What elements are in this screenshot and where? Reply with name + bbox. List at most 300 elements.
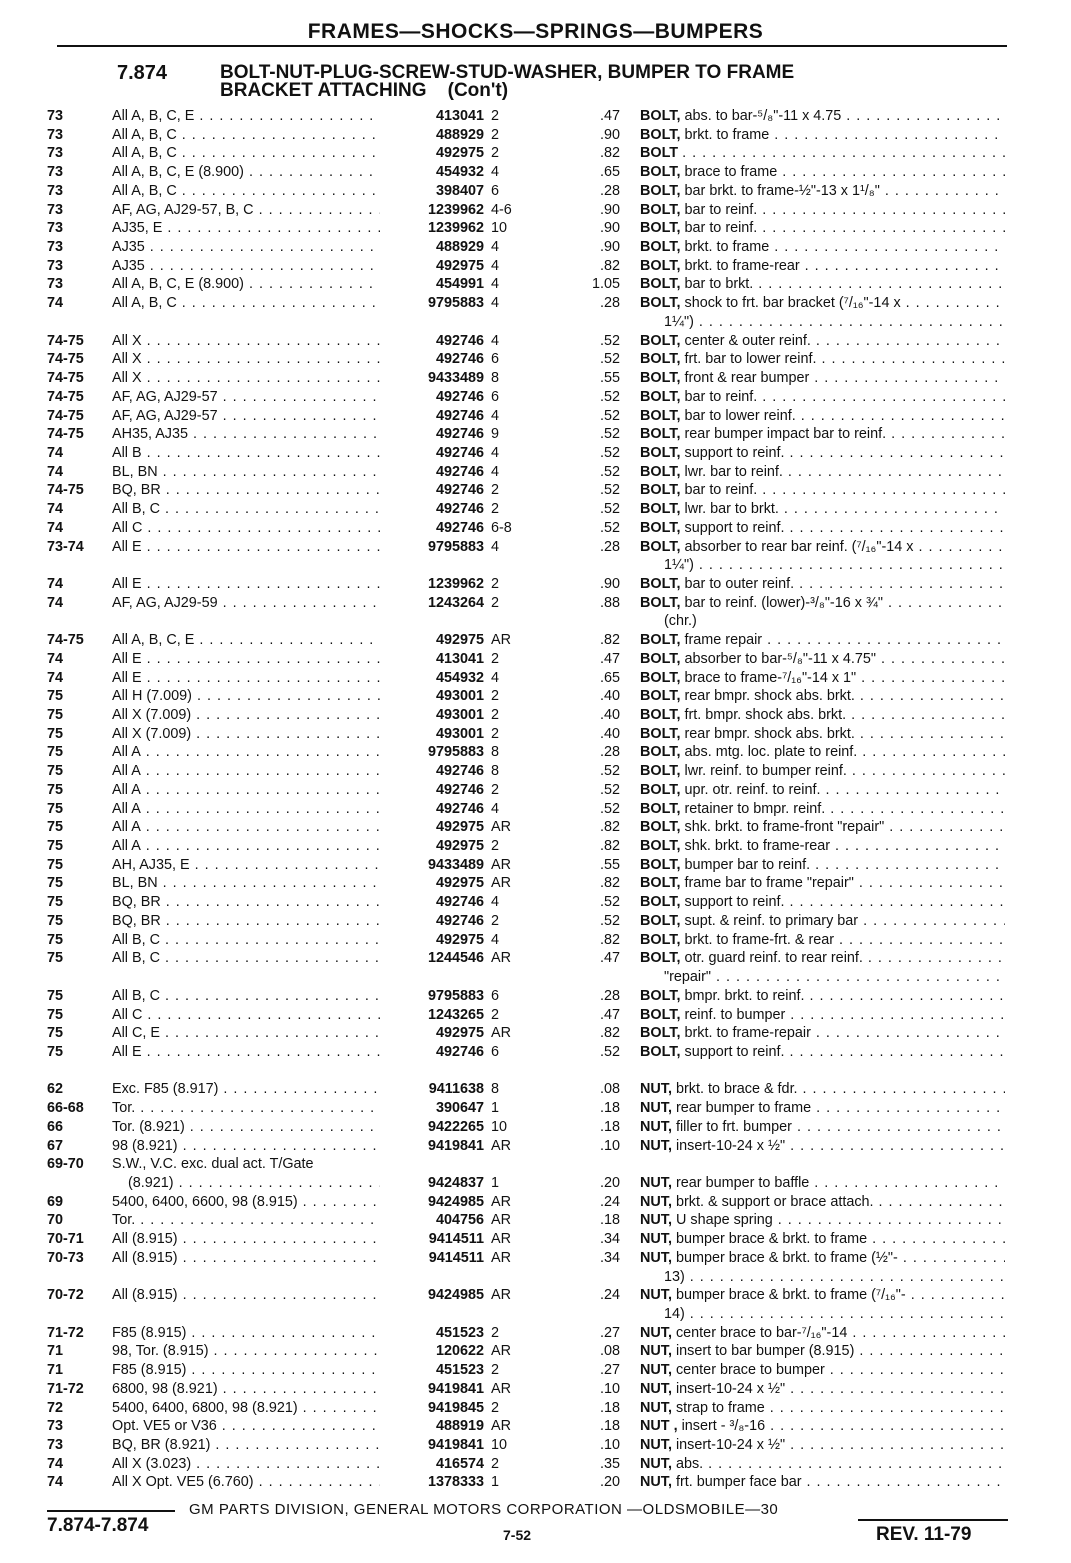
- model-year: 73: [47, 1437, 64, 1454]
- quantity: 2: [491, 650, 500, 667]
- part-number: 493001: [435, 707, 484, 723]
- part-type: BOLT,: [640, 707, 681, 723]
- part-number: 492975: [435, 632, 484, 649]
- model-year: 74: [47, 1455, 64, 1472]
- part-number: 451523: [435, 1324, 484, 1341]
- description: [640, 1436, 1005, 1455]
- model-year: 71: [47, 1362, 64, 1379]
- part-number: 492746: [435, 351, 484, 368]
- part-type: BOLT,: [640, 482, 681, 499]
- description: [640, 575, 1005, 594]
- table-row: [0, 1174, 1071, 1193]
- part-number: 492746: [435, 501, 484, 518]
- part-number: 492975: [435, 875, 484, 892]
- description-text: bumper brace & brkt. to frame (½"-: [675, 1249, 898, 1266]
- description: [640, 800, 1005, 819]
- quantity: AR: [491, 1287, 511, 1304]
- price: .24: [599, 1193, 620, 1210]
- table-row: [0, 1417, 1071, 1436]
- quantity: 4: [491, 276, 500, 293]
- part-type: NUT,: [640, 1324, 672, 1341]
- table-row: [0, 1043, 1071, 1062]
- part-number: 1239962: [427, 575, 484, 592]
- part-number: 492746: [435, 332, 484, 349]
- table-row: [0, 219, 1071, 238]
- model-applicability: 6800, 98 (8.921) . . .: [112, 1380, 380, 1399]
- part-number: 492746: [435, 894, 484, 911]
- model-applicability: All C . . .: [112, 519, 380, 538]
- model-applicability: Opt. VE5 or V36 . . .: [112, 1417, 380, 1436]
- table-row-continuation: [0, 968, 1071, 987]
- description-text: absorber to bar-⁵/₈"-11 x 4.75": [684, 650, 876, 667]
- quantity: 4: [491, 931, 500, 948]
- description: [640, 1080, 1005, 1099]
- footer-revision: REV. 11-79: [876, 1524, 972, 1545]
- model-year: 71: [47, 1343, 64, 1360]
- model-applicability: All X . . .: [112, 332, 380, 351]
- part-number: 492746: [435, 800, 484, 817]
- model-year: 75: [47, 744, 64, 761]
- model-year: 70-73: [47, 1249, 84, 1266]
- price: .24: [599, 1287, 620, 1304]
- quantity: 4: [491, 444, 500, 461]
- description-text: otr. guard reinf. to rear reinf.: [684, 950, 863, 967]
- part-type: BOLT,: [640, 875, 681, 892]
- description: [640, 1193, 1005, 1212]
- part-type: BOLT,: [640, 632, 681, 649]
- price: .18: [599, 1212, 620, 1229]
- part-number: 488929: [435, 239, 484, 256]
- part-number: 9414511: [428, 1231, 484, 1248]
- part-type: BOLT,: [640, 276, 681, 293]
- description-continuation: 1¼") . . .: [640, 556, 1005, 575]
- model-year: 75: [47, 894, 64, 911]
- model-year: 75: [47, 1006, 64, 1023]
- model-applicability: All A . . .: [112, 781, 380, 800]
- part-type: BOLT,: [640, 744, 681, 761]
- quantity: 6: [491, 388, 500, 405]
- part-number: 492746: [435, 482, 484, 499]
- table-row: [0, 856, 1071, 875]
- price: .27: [599, 1324, 620, 1341]
- price: .52: [599, 519, 620, 536]
- model-applicability: AH35, AJ35 . . .: [112, 425, 380, 444]
- model-applicability: 5400, 6400, 6600, 98 (8.915) . . .: [112, 1193, 380, 1212]
- price: .90: [599, 239, 620, 256]
- price: .52: [599, 332, 620, 349]
- part-type: BOLT,: [640, 1043, 681, 1060]
- part-type: NUT,: [640, 1174, 672, 1191]
- description-text: support to reinf.: [684, 519, 785, 536]
- model-applicability: BL, BN . . .: [112, 463, 380, 482]
- table-row-continuation: [0, 1305, 1071, 1324]
- quantity: 6-8: [491, 519, 512, 536]
- part-type: NUT ,: [640, 1418, 678, 1435]
- quantity: AR: [491, 1249, 511, 1266]
- model-applicability: (8.921) . . .: [112, 1174, 380, 1193]
- part-type: NUT,: [640, 1137, 672, 1154]
- quantity: 2: [491, 781, 500, 798]
- part-number: 488919: [435, 1418, 484, 1435]
- part-number: 9433489: [427, 370, 484, 387]
- price: .40: [599, 707, 620, 723]
- description-text: frt. bmpr. shock abs. brkt.: [684, 707, 847, 723]
- table-row: [0, 257, 1071, 276]
- model-year: 74-75: [47, 407, 84, 424]
- model-year: 74-75: [47, 482, 84, 499]
- part-type: BOLT,: [640, 351, 681, 368]
- model-applicability: All E . . .: [112, 650, 380, 669]
- table-row: [0, 987, 1071, 1006]
- part-type: BOLT,: [640, 538, 681, 555]
- model-year: 75: [47, 1025, 64, 1042]
- quantity: 2: [491, 707, 500, 723]
- footer-rule-right: [858, 1519, 1008, 1521]
- model-year: 70-71: [47, 1231, 84, 1248]
- price: .40: [599, 725, 620, 742]
- model-year: 72: [47, 1399, 64, 1416]
- table-row: [0, 669, 1071, 688]
- price: .52: [599, 1043, 620, 1060]
- part-type: BOLT,: [640, 800, 681, 817]
- part-number: 9419845: [427, 1399, 484, 1416]
- model-applicability: All B, C . . .: [112, 500, 380, 519]
- part-number: 416574: [435, 1455, 484, 1472]
- description-text: brkt. & support or brace attach.: [675, 1193, 874, 1210]
- model-applicability: BQ, BR . . .: [112, 912, 380, 931]
- quantity: 2: [491, 108, 500, 124]
- table-row: [0, 1193, 1071, 1212]
- part-number: 492746: [435, 912, 484, 929]
- model-applicability: AF, AG, AJ29-59 . . .: [112, 594, 380, 613]
- model-year: 66-68: [47, 1100, 84, 1117]
- description: [640, 1342, 1005, 1361]
- part-number: 413041: [435, 108, 484, 124]
- quantity: AR: [491, 1343, 511, 1360]
- quantity: 2: [491, 1324, 500, 1341]
- description-text: bar to brkt.: [684, 276, 754, 293]
- price: .18: [599, 1100, 620, 1117]
- description: [640, 874, 1005, 893]
- model-applicability: BQ, BR . . .: [112, 893, 380, 912]
- model-applicability: All E . . .: [112, 669, 380, 688]
- part-type: BOLT,: [640, 220, 681, 237]
- model-year: 74: [47, 519, 64, 536]
- model-applicability: Tor. . . .: [112, 1099, 380, 1118]
- model-applicability: All (8.915) . . .: [112, 1249, 380, 1268]
- table-row: [0, 650, 1071, 669]
- description: [640, 669, 1005, 688]
- part-number: 492975: [435, 145, 484, 162]
- quantity: AR: [491, 856, 511, 873]
- quantity: 1: [491, 1474, 500, 1491]
- quantity: 4: [491, 463, 500, 480]
- description-text: lwr. reinf. to bumper reinf.: [684, 763, 847, 780]
- price: .40: [599, 688, 620, 705]
- model-applicability: All X (3.023) . . .: [112, 1455, 380, 1474]
- part-number: 9422265: [427, 1118, 484, 1135]
- description-text: filler to frt. bumper: [675, 1118, 792, 1135]
- price: .52: [599, 781, 620, 798]
- description: [640, 182, 1005, 201]
- table-row: [0, 350, 1071, 369]
- price: 1.05: [591, 276, 620, 293]
- quantity: AR: [491, 1212, 511, 1229]
- price: .52: [599, 463, 620, 480]
- table-row: [0, 126, 1071, 145]
- model-year: 74-75: [47, 351, 84, 368]
- quantity: AR: [491, 1231, 511, 1248]
- quantity: 8: [491, 370, 500, 387]
- table-row: [0, 949, 1071, 968]
- price: .08: [599, 1081, 620, 1098]
- part-number: 9795883: [427, 295, 484, 312]
- price: .88: [599, 594, 620, 611]
- section-title-line1: BOLT-NUT-PLUG-SCREW-STUD-WASHER, BUMPER TO FRAME: [220, 62, 795, 83]
- table-row: [0, 1024, 1071, 1043]
- description-text: U shape spring: [675, 1212, 773, 1229]
- quantity: 2: [491, 482, 500, 499]
- price: .10: [599, 1137, 620, 1154]
- part-number: 493001: [435, 688, 484, 705]
- model-year: 73: [47, 126, 64, 143]
- quantity: 6: [491, 182, 500, 199]
- model-applicability: All H (7.009) . . .: [112, 687, 380, 706]
- model-year: 73-74: [47, 538, 84, 555]
- quantity: 8: [491, 744, 500, 761]
- description: [640, 762, 1005, 781]
- model-applicability: All B . . .: [112, 444, 380, 463]
- description: [640, 725, 1005, 744]
- price: .52: [599, 426, 620, 443]
- description-text: brkt. to brace & fdr.: [675, 1081, 798, 1098]
- model-applicability: All A, B, C, E (8.900) . . .: [112, 163, 380, 182]
- model-applicability: All X . . .: [112, 350, 380, 369]
- model-year: 74: [47, 463, 64, 480]
- model-year: 75: [47, 707, 64, 723]
- price: .28: [599, 744, 620, 761]
- table-row: [0, 407, 1071, 426]
- table-row: [0, 1099, 1071, 1118]
- table-row: [0, 294, 1071, 313]
- table-row: [0, 369, 1071, 388]
- table-row: [0, 725, 1071, 744]
- part-number: 413041: [435, 650, 484, 667]
- price: .55: [599, 856, 620, 873]
- model-applicability: All A . . .: [112, 837, 380, 856]
- description-text: bar brkt. to frame-½"-13 x 1¹/₈": [684, 182, 880, 199]
- description-text: bar to reinf. (lower)-³/₈"-16 x ¾": [684, 594, 884, 611]
- description: [640, 444, 1005, 463]
- description: [640, 294, 1005, 313]
- quantity: 4: [491, 239, 500, 256]
- part-number: 492746: [435, 444, 484, 461]
- model-year: 74: [47, 501, 64, 518]
- description-continuation: (chr.): [664, 613, 697, 630]
- description-text: insert - ³/₈-16: [681, 1418, 766, 1435]
- description-text: insert-10-24 x ½": [675, 1437, 786, 1454]
- quantity: 4-6: [491, 201, 512, 218]
- part-type: BOLT,: [640, 781, 681, 798]
- quantity: 4: [491, 538, 500, 555]
- model-year: 74: [47, 594, 64, 611]
- model-applicability: All B, C . . .: [112, 949, 380, 968]
- model-year: 75: [47, 856, 64, 873]
- table-row: [0, 575, 1071, 594]
- table-row: [0, 538, 1071, 557]
- part-type: BOLT,: [640, 594, 681, 611]
- description-text: bar to reinf.: [684, 201, 758, 218]
- model-applicability: AF, AG, AJ29-57 . . .: [112, 407, 380, 426]
- model-year: 75: [47, 950, 64, 967]
- description-text: support to reinf.: [684, 1043, 785, 1060]
- part-type: BOLT,: [640, 987, 681, 1004]
- quantity: 6: [491, 987, 500, 1004]
- price: .28: [599, 295, 620, 312]
- price: .18: [599, 1118, 620, 1135]
- part-type: NUT,: [640, 1343, 672, 1360]
- table-row-continuation: [0, 1268, 1071, 1287]
- description: [640, 706, 1005, 725]
- price: .82: [599, 838, 620, 855]
- part-number: 492746: [435, 763, 484, 780]
- model-year: 74: [47, 1474, 64, 1491]
- model-year: 74: [47, 295, 64, 312]
- description: [640, 631, 1005, 650]
- price: .47: [599, 1006, 620, 1023]
- table-row: [0, 893, 1071, 912]
- model-year: 73: [47, 1418, 64, 1435]
- model-year: 75: [47, 931, 64, 948]
- description: [640, 818, 1005, 837]
- quantity: 4: [491, 295, 500, 312]
- header-rule: [57, 45, 1007, 47]
- price: .28: [599, 182, 620, 199]
- description-text: brkt. to frame: [684, 239, 770, 256]
- model-year: 74-75: [47, 370, 84, 387]
- model-year: 70: [47, 1212, 64, 1229]
- price: .90: [599, 126, 620, 143]
- part-number: 488929: [435, 126, 484, 143]
- model-applicability: All A . . .: [112, 743, 380, 762]
- description: [640, 163, 1005, 182]
- quantity: AR: [491, 1418, 511, 1435]
- quantity: 2: [491, 838, 500, 855]
- description-text: rear bumper to frame: [675, 1100, 812, 1117]
- description: [640, 594, 1005, 613]
- quantity: 2: [491, 1362, 500, 1379]
- quantity: 4: [491, 669, 500, 686]
- table-row: [0, 1230, 1071, 1249]
- section-title: [220, 64, 940, 100]
- description: [640, 481, 1005, 500]
- price: .08: [599, 1343, 620, 1360]
- description: [640, 1249, 1005, 1268]
- model-applicability: All E . . .: [112, 1043, 380, 1062]
- price: .82: [599, 875, 620, 892]
- quantity: 2: [491, 575, 500, 592]
- price: .82: [599, 257, 620, 274]
- part-number: 492746: [435, 463, 484, 480]
- model-year: 74-75: [47, 632, 84, 649]
- part-type: BOLT,: [640, 370, 681, 387]
- table-row: [0, 781, 1071, 800]
- quantity: AR: [491, 875, 511, 892]
- description: [640, 912, 1005, 931]
- price: .28: [599, 538, 620, 555]
- table-row: [0, 182, 1071, 201]
- price: .52: [599, 407, 620, 424]
- model-applicability: All E . . .: [112, 538, 380, 557]
- part-type: NUT,: [640, 1287, 672, 1304]
- model-applicability: All A, B, C, E (8.900) . . .: [112, 275, 380, 294]
- part-number: 492975: [435, 1025, 484, 1042]
- table-row: [0, 1118, 1071, 1137]
- part-type: BOLT,: [640, 894, 681, 911]
- quantity: AR: [491, 1193, 511, 1210]
- price: .47: [599, 108, 620, 124]
- description-continuation: 1¼") . . .: [640, 313, 1005, 332]
- table-row: [0, 837, 1071, 856]
- quantity: 2: [491, 145, 500, 162]
- part-type: BOLT,: [640, 332, 681, 349]
- part-type: NUT,: [640, 1193, 672, 1210]
- model-applicability: 5400, 6400, 6800, 98 (8.921) . . .: [112, 1399, 380, 1418]
- description-text: insert-10-24 x ½": [675, 1380, 786, 1397]
- price: .10: [599, 1437, 620, 1454]
- quantity: 1: [491, 1174, 500, 1191]
- part-type: NUT,: [640, 1362, 672, 1379]
- price: .18: [599, 1418, 620, 1435]
- part-type: BOLT,: [640, 501, 681, 518]
- price: .55: [599, 370, 620, 387]
- model-year: 74-75: [47, 426, 84, 443]
- quantity: 10: [491, 1437, 508, 1454]
- description-text: bar to reinf.: [684, 388, 758, 405]
- description-text: insert-10-24 x ½": [675, 1137, 786, 1154]
- model-year: 62: [47, 1081, 64, 1098]
- table-row: [0, 1137, 1071, 1156]
- quantity: AR: [491, 1380, 511, 1397]
- footer-publisher: GM PARTS DIVISION, GENERAL MOTORS CORPORATION —OLDSMOBILE—30: [189, 1501, 779, 1518]
- table-row: [0, 332, 1071, 351]
- model-applicability: All B, C . . .: [112, 987, 380, 1006]
- description-text: shk. brkt. to frame-front "repair": [684, 819, 885, 836]
- part-number: 404756: [435, 1212, 484, 1229]
- quantity: 4: [491, 257, 500, 274]
- description: [640, 1137, 1005, 1156]
- table-row: [0, 706, 1071, 725]
- model-year: 75: [47, 875, 64, 892]
- description: [640, 931, 1005, 950]
- description-text: frame repair: [684, 632, 763, 649]
- table-row: [0, 631, 1071, 650]
- description: [640, 107, 1005, 126]
- price: .82: [599, 632, 620, 649]
- model-year: 75: [47, 838, 64, 855]
- description: [640, 856, 1005, 875]
- table-row: [0, 163, 1071, 182]
- model-year: 73: [47, 220, 64, 237]
- description-text: brace to frame: [684, 164, 778, 181]
- part-type: NUT,: [640, 1249, 672, 1266]
- price: .52: [599, 894, 620, 911]
- part-type: BOLT,: [640, 688, 681, 705]
- table-row: [0, 1249, 1071, 1268]
- quantity: 2: [491, 501, 500, 518]
- description: [640, 201, 1005, 220]
- description: [640, 1286, 1005, 1305]
